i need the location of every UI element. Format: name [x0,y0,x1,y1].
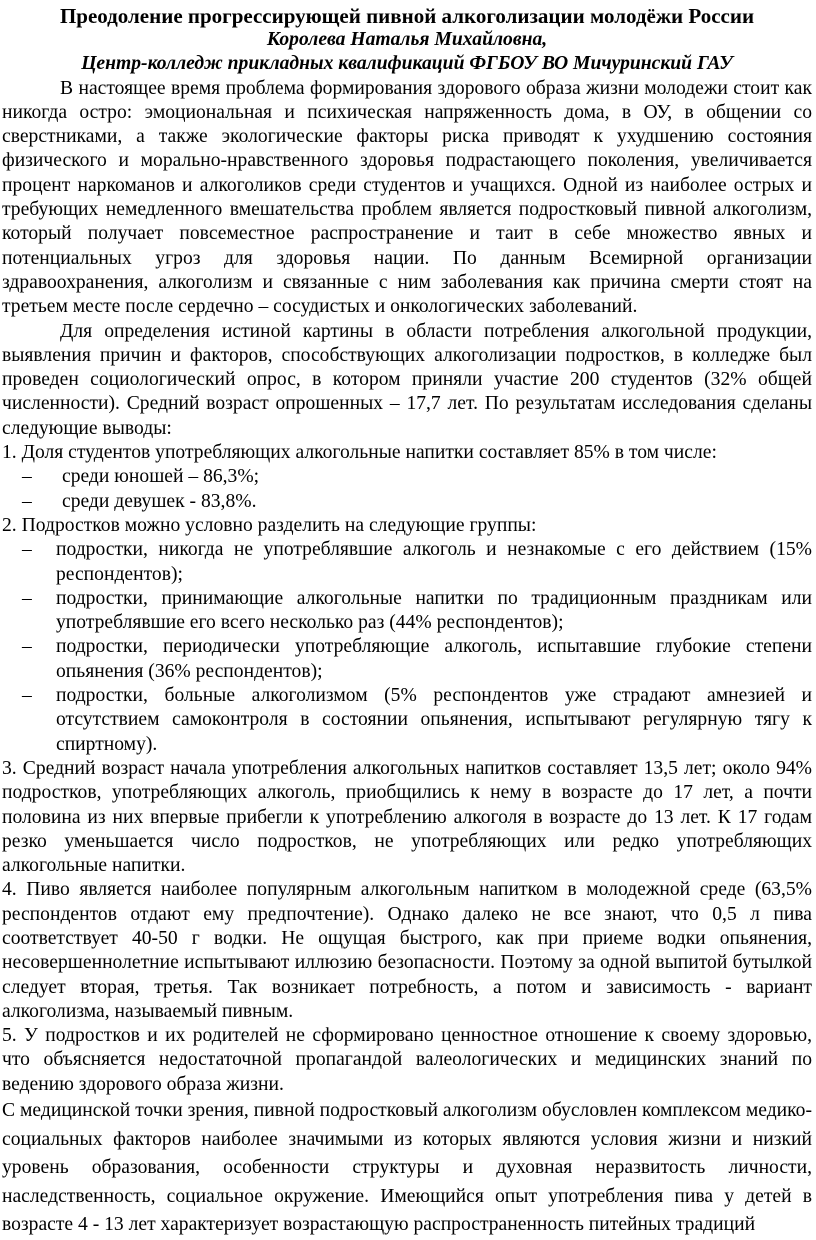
body-paragraph-final: С медицинской точки зрения, пивной подростковый алкоголизм обусловлен комплексом медико-социальных факторов наиболее значимыми из которых являются условия жизни и низкий уровень образования, особенности структуры и духовная неразвитость личности, наследственность, социальное окружение. Имеющийся опыт употребления пива у детей в возрасте 4 - 13 лет характеризует возрастающую распространенность питейных традиций [2,1100,812,1236]
list-item: – подростки, принимающие алкогольные напитки по традиционным праздникам или употреблявшие его всего несколько раз (44% респондентов); [2,587,812,636]
finding-1-list [2,465,812,514]
document-title: Преодоление прогрессирующей пивной алкоголизации молодёжи России [59,4,755,28]
list-item: – подростки, периодически употребляющие алкоголь, испытавшие глубокие степени опьянения (36% респондентов); [2,635,812,684]
list-item: – среди юношей – 86,3%; [2,465,812,489]
list-item: – среди девушек - 83,8%. [2,490,812,514]
author-name: Королева Наталья Михайловна, [266,29,548,50]
finding-4: 4. Пиво является наиболее популярным алкогольным напитком в молодежной среде (63,5% респондентов отдают ему предпочтение). Однако далеко не все знают, что 0,5 л пива соответствует 40-50 г водки. Не ощущая быстрого, как при приеме водки опьянения, несовершеннолетние испытывают иллюзию безопасности. Поэтому за одной выпитой бутылкой следует вторая, третья. Так возникает потребность, а потом и зависимость - вариант алкоголизма, называемый пивным. [2,879,812,1022]
list-item: – подростки, никогда не употреблявшие алкоголь и незнакомые с его действием (15% респондентов); [2,538,812,587]
finding-2: 2. Подростков можно условно разделить на следующие группы: [2,514,537,536]
finding-2-list [2,538,812,757]
finding-3: 3. Средний возраст начала употребления алкогольных напитков составляет 13,5 лет; около 94% подростков, употребляющих алкоголь, приобщились к нему в возрасте до 17 лет, а почти половина из них впервые прибегли к употреблению алкоголя в возрасте до 13 лет. К 17 годам резко уменьшается число подростков, не употребляющих или редко употребляющих алкогольные напитки. [2,757,812,877]
finding-1: 1. Доля студентов употребляющих алкогольные напитки составляет 85% в том числе: [2,442,717,464]
document-page [0,4,816,1236]
author-institution: Центр-колледж прикладных квалификаций ФГБОУ ВО Мичуринский ГАУ [81,53,733,75]
list-item: – подростки, больные алкоголизмом (5% респондентов уже страдают амнезией и отсутствием самоконтроля в состоянии опьянения, испытывают регулярную тягу к спиртному). [2,684,812,757]
body-paragraph-1: В настоящее время проблема формирования здорового образа жизни молодежи стоит как никогда остро: эмоциональная и психическая напряженность дома, в ОУ, в общении со сверстниками, а также экологические факторы риска приводят к ухудшению состояния физического и морально-нравственного здоровья подрастающего поколения, увеличивается процент наркоманов и алкоголиков среди студентов и учащихся. Одной из наиболее острых и требующих немедленного вмешательства проблем является подростковый пивной алкоголизм, который получает повсеместное распространение и таит в себе множество явных и потенциальных угроз для здоровья нации. По данным Всемирной организации здравоохранения, алкоголизм и связанные с ним заболевания как причина смерти стоят на третьем месте после сердечно – сосудистых и онкологических заболеваний. [2,77,812,318]
body-paragraph-2: Для определения истиной картины в области потребления алкогольной продукции, выявления причин и факторов, способствующих алкоголизации подростков, в колледже был проведен социологический опрос, в котором приняли участие 200 студентов (32% общей численности). Средний возраст опрошенных – 17,7 лет. По результатам исследования сделаны следующие выводы: [2,320,812,439]
finding-5: 5. У подростков и их родителей не сформировано ценностное отношение к своему здоровью, что объясняется недостаточной пропагандой валеологических и медицинских знаний по ведению здорового образа жизни. [2,1025,812,1095]
